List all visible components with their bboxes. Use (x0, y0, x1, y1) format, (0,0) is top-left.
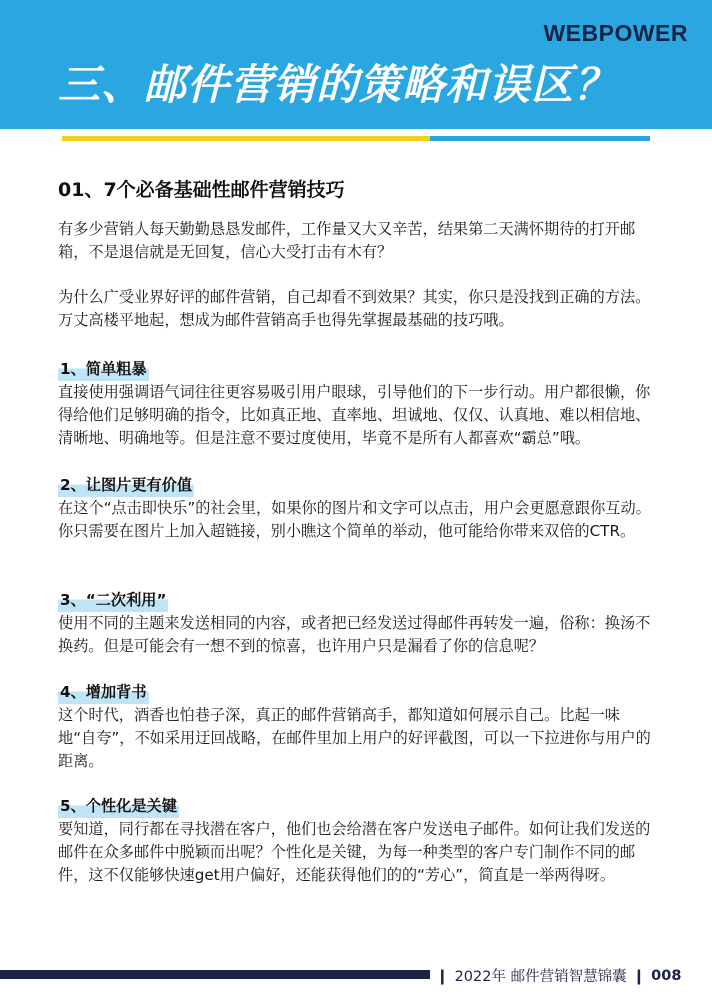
accent-bar-blue (430, 136, 650, 141)
tip-body-1: 直接使用强调语气词往往更容易吸引用户眼球，引导他们的下一步行动。用户都很懒，你得给他们足够明确的指令，比如真正地、直率地、坦诚地、仅仅、认真地、难以相信地、清晰地、明确地等。但是注意不要过度使用，毕竟不是所有人都喜欢“霸总”哦。 (58, 383, 651, 447)
footer-label: 2022年 邮件营销智慧锦囊 (454, 969, 627, 985)
intro-paragraph-1: 有多少营销人每天勤勤恳恳发邮件，工作量又大又辛苦，结果第二天满怀期待的打开邮箱，不是退信就是无回复，信心大受打击有木有？ (58, 220, 636, 261)
header-banner (0, 0, 712, 129)
accent-bar-yellow (62, 136, 430, 141)
tip-title-2: 2、让图片更有价值 (58, 474, 194, 497)
tip-title-5: 5、个性化是关键 (58, 795, 179, 818)
tip-body-3: 使用不同的主题来发送相同的内容，或者把已经发送过得邮件再转发一遍，俗称：换汤不换药。但是可能会有一想不到的惊喜，也许用户只是漏看了你的信息呢？ (58, 614, 651, 655)
tip-body-5: 要知道，同行都在寻找潜在客户，他们也会给潜在客户发送电子邮件。如何让我们发送的邮件在众多邮件中脱颖而出呢？个性化是关键，为每一种类型的客户专门制作不同的邮件，这不仅能够快速get用户偏好，还能获得他们的的“芳心”，简直是一举两得呀。 (58, 820, 651, 884)
footer (436, 965, 681, 986)
footer-bar (0, 970, 430, 979)
page-number: 008 (651, 967, 682, 984)
intro-paragraph-2: 为什么广受业界好评的邮件营销，自己却看不到效果？其实，你只是没找到正确的方法。万丈高楼平地起，想成为邮件营销高手也得先掌握最基础的技巧哦。 (58, 288, 651, 329)
tip-title-4: 4、增加背书 (58, 681, 149, 704)
tip-body-2: 在这个“点击即快乐”的社会里，如果你的图片和文字可以点击，用户会更愿意跟你互动。你只需要在图片上加入超链接，别小瞧这个简单的举动，他可能给你带来双倍的CTR。 (58, 499, 651, 540)
brand-logo-text: WEBPOWER (543, 20, 688, 46)
footer-separator-icon: ❙ (632, 966, 646, 985)
chapter-title: 三、邮件营销的策略和误区？ (58, 60, 618, 109)
tip-title-1: 1、简单粗暴 (58, 358, 149, 381)
tip-body-4: 这个时代，酒香也怕巷子深，真正的邮件营销高手，都知道如何展示自己。比起一味地“自夸”，不如采用迂回战略，在邮件里加上用户的好评截图，可以一下拉进你与用户的距离。 (58, 706, 651, 770)
section-title: 01、7个必备基础性邮件营销技巧 (58, 179, 345, 201)
tip-title-3: 3、“二次利用” (58, 589, 168, 612)
footer-separator-icon: ❙ (436, 966, 449, 985)
